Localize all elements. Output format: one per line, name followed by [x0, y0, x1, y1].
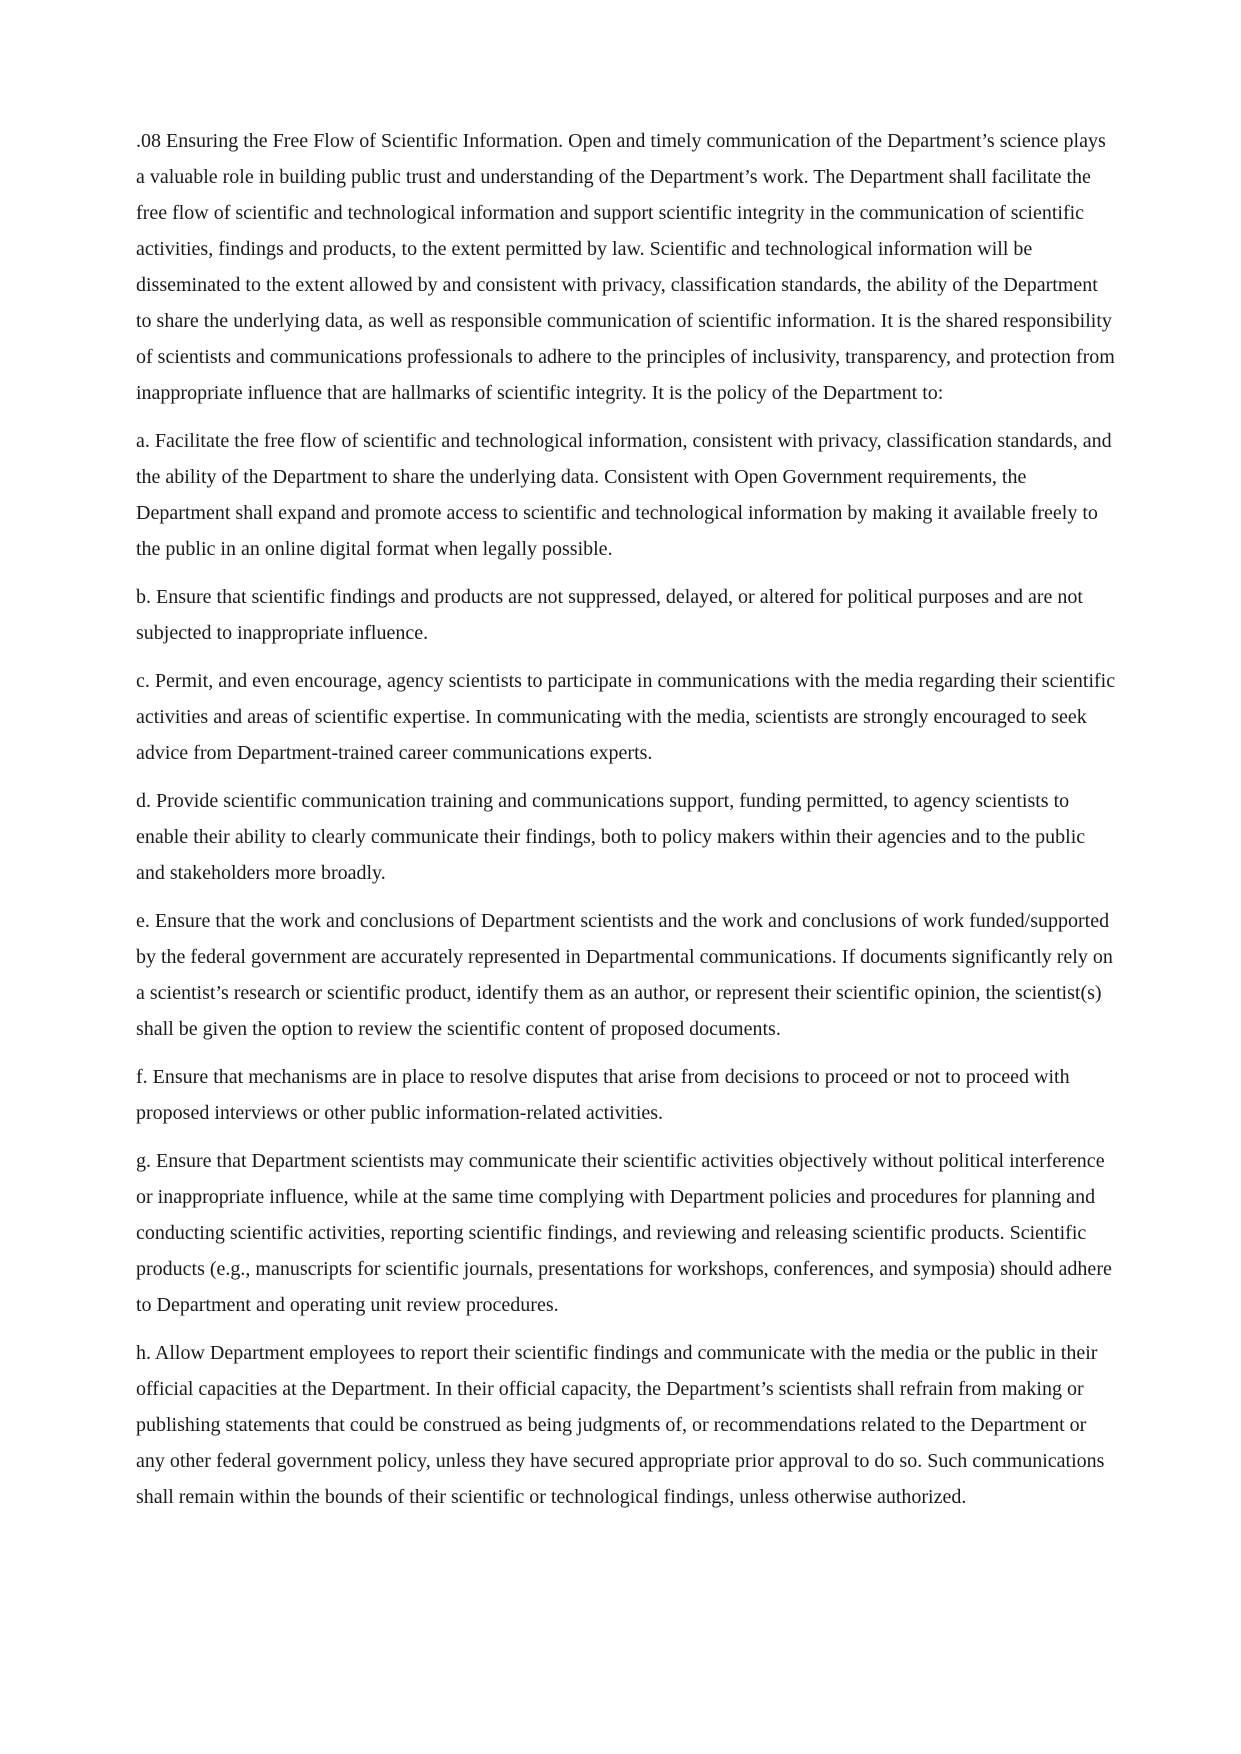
policy-item-d: d. Provide scientific communication training and communications support, funding permitted, to agency scientists to enable their ability to clearly communicate their findings, both to policy makers within their agencies and to the public and stakeholders more broadly.	[136, 790, 1086, 884]
policy-item-h: h. Allow Department employees to report their scientific findings and communicate with the media or the public in their official capacities at the Department. In their official capacity, the Department’s scientists shall refrain from making or publishing statements that could be construed as being judgments of, or recommendations related to the Department or any other federal government policy, unless they have secured appropriate prior approval to do so. Such communications shall remain within the bounds of their scientific or technological findings, unless otherwise authorized.	[136, 1342, 1105, 1508]
policy-item-f: f. Ensure that mechanisms are in place to resolve disputes that arise from decisions to proceed or not to proceed with proposed interviews or other public information-related activities.	[136, 1066, 1070, 1124]
policy-item-c: c. Permit, and even encourage, agency scientists to participate in communications with the media regarding their scientific activities and areas of scientific expertise. In communicating with the media, scientists are strongly encouraged to seek advice from Department-trained career communications experts.	[136, 670, 1116, 764]
policy-item-b: b. Ensure that scientific findings and products are not suppressed, delayed, or altered for political purposes and are not subjected to inappropriate influence.	[136, 586, 1083, 644]
document-body	[136, 123, 1118, 1527]
policy-item-a: a. Facilitate the free flow of scientific and technological information, consistent with privacy, classification standards, and the ability of the Department to share the underlying data. Consistent with Open Government requirements, the Department shall expand and promote access to scientific and technological information by making it available freely to the public in an online digital format when legally possible.	[136, 430, 1112, 560]
section-intro-paragraph: .08 Ensuring the Free Flow of Scientific Information. Open and timely communication of the Department’s science plays a valuable role in building public trust and understanding of the Department’s work. The Department shall facilitate the free flow of scientific and technological information and support scientific integrity in the communication of scientific activities, findings and products, to the extent permitted by law. Scientific and technological information will be disseminated to the extent allowed by and consistent with privacy, classification standards, the ability of the Department to share the underlying data, as well as responsible communication of scientific information. It is the shared responsibility of scientists and communications professionals to adhere to the principles of inclusivity, transparency, and protection from inappropriate influence that are hallmarks of scientific integrity. It is the policy of the Department to:	[136, 130, 1115, 404]
policy-item-g: g. Ensure that Department scientists may communicate their scientific activities objectively without political interference or inappropriate influence, while at the same time complying with Department policies and procedures for planning and conducting scientific activities, reporting scientific findings, and reviewing and releasing scientific products. Scientific products (e.g., manuscripts for scientific journals, presentations for workshops, conferences, and symposia) should adhere to Department and operating unit review procedures.	[136, 1150, 1112, 1316]
policy-item-e: e. Ensure that the work and conclusions of Department scientists and the work and conclusions of work funded/supported by the federal government are accurately represented in Departmental communications. If documents significantly rely on a scientist’s research or scientific product, identify them as an author, or represent their scientific opinion, the scientist(s) shall be given the option to review the scientific content of proposed documents.	[136, 910, 1113, 1040]
